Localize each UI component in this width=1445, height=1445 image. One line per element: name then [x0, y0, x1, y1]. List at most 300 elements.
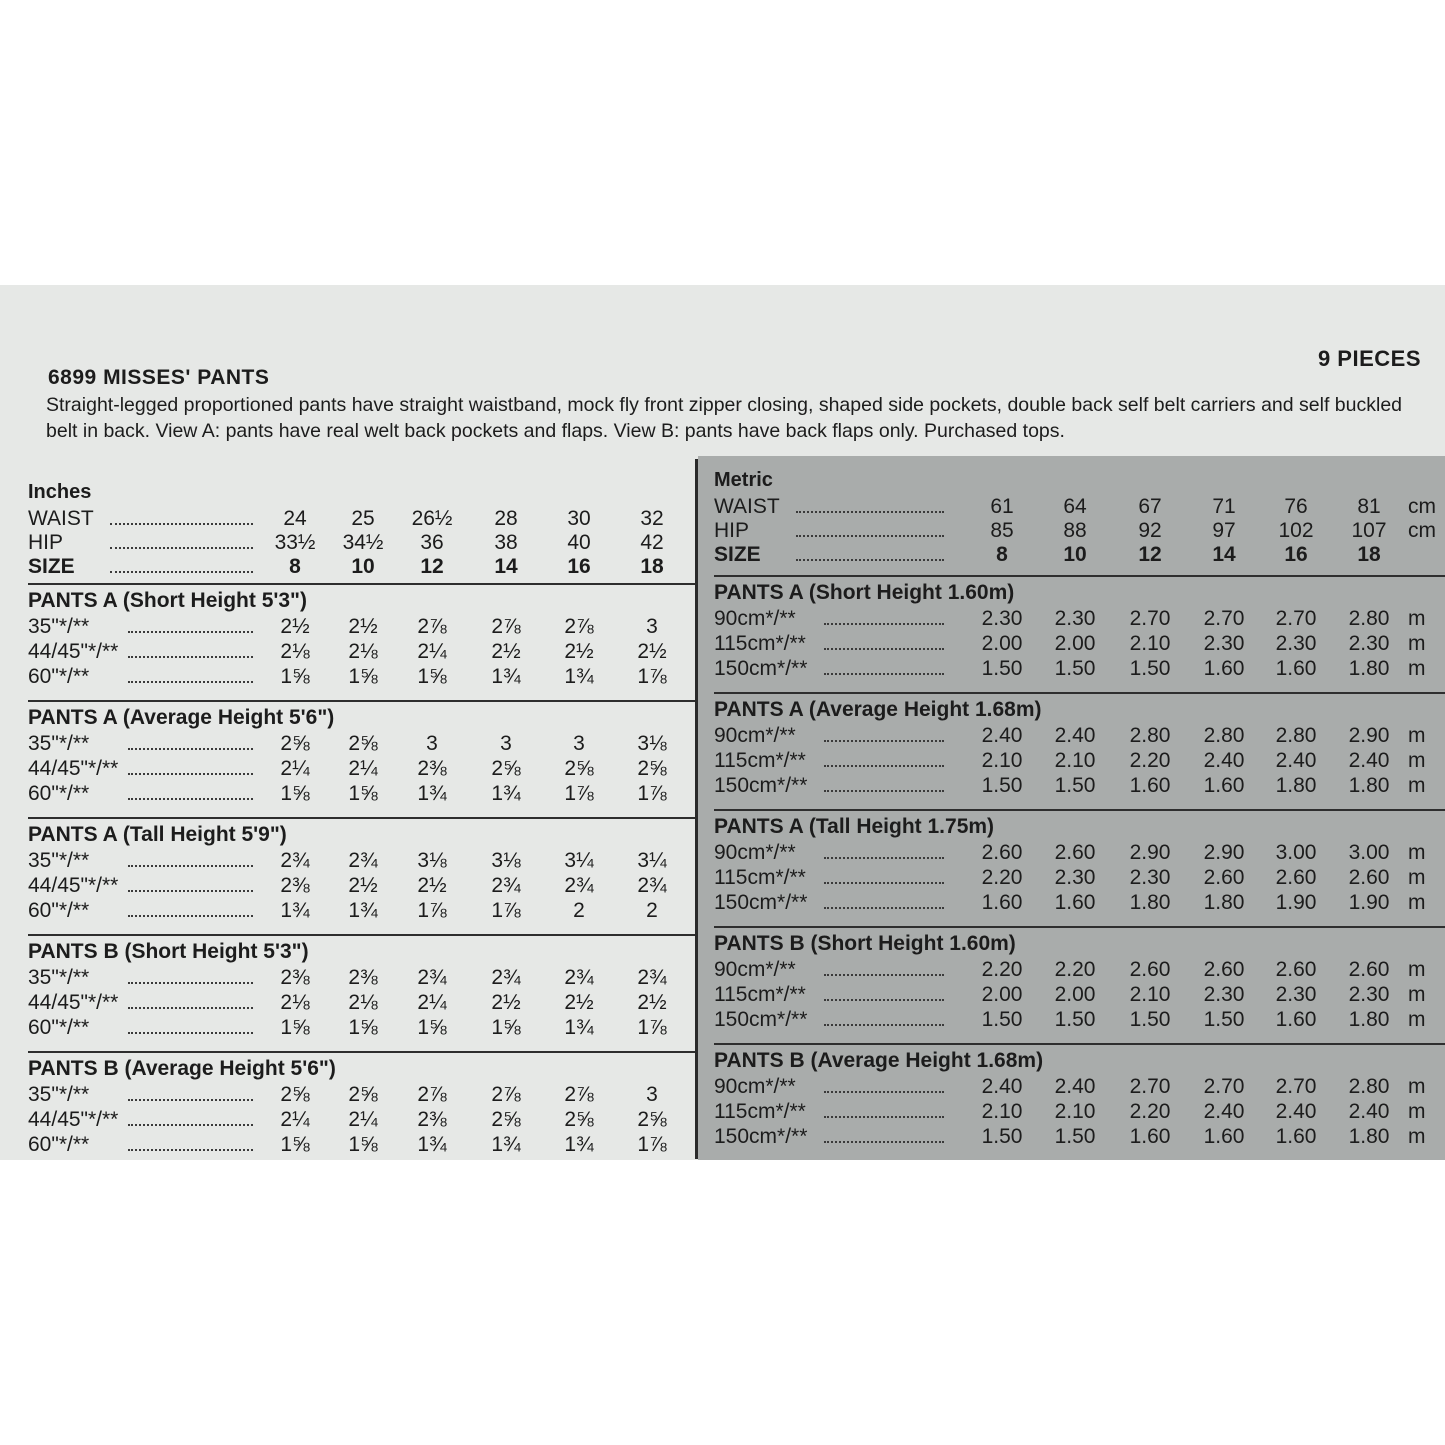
- cell-value: 2.30: [981, 607, 1023, 630]
- fabric-width-label: 115cm*/**: [714, 749, 806, 772]
- cell-value: 16: [567, 555, 591, 578]
- cell-value: 8: [289, 555, 301, 578]
- fabric-width-label: 90cm*/**: [714, 607, 796, 630]
- cell-value: 2¾: [564, 966, 594, 989]
- leader-dots: [796, 559, 944, 561]
- leader-dots: [128, 1007, 253, 1009]
- cell-value: 2⅜: [417, 1108, 447, 1131]
- cell-value: 1⅞: [637, 1133, 667, 1156]
- inches-heading: Inches: [28, 481, 92, 503]
- unit-label: m: [1408, 1075, 1426, 1098]
- cell-value: 2⅝: [564, 1108, 594, 1131]
- cell-value: 3⅛: [637, 732, 667, 755]
- section-rule: [28, 817, 695, 819]
- cell-value: 2½: [280, 615, 310, 638]
- leader-dots: [824, 974, 944, 976]
- row-label: SIZE: [714, 543, 761, 566]
- pattern-description: Straight-legged proportioned pants have straight waistband, mock fly front zipper closing, shaped side pockets, double back self belt carriers and self buckled belt in back. View A: pants have real welt back pockets and flaps. View B: pants have back flaps only. Purchased tops.: [46, 394, 1403, 442]
- cell-value: 92: [1138, 519, 1162, 542]
- cell-value: 2⅛: [348, 640, 378, 663]
- cell-value: 2.20: [1129, 1100, 1171, 1123]
- leader-dots: [110, 523, 253, 525]
- cell-value: 1⅝: [280, 782, 310, 805]
- cell-value: 2⅝: [348, 1083, 378, 1106]
- cell-value: 2.70: [1275, 1075, 1317, 1098]
- cell-value: 1.60: [1203, 1125, 1245, 1148]
- cell-value: 2.40: [1275, 1100, 1317, 1123]
- fabric-width-label: 60"*/**: [28, 1133, 90, 1156]
- leader-dots: [128, 798, 253, 800]
- fabric-width-label: 115cm*/**: [714, 983, 806, 1006]
- cell-value: 2.30: [1129, 866, 1171, 889]
- fabric-width-label: 90cm*/**: [714, 841, 796, 864]
- cell-value: 2⅛: [280, 640, 310, 663]
- cell-value: 2½: [637, 640, 667, 663]
- cell-value: 1.50: [981, 774, 1023, 797]
- leader-dots: [128, 1032, 253, 1034]
- leader-dots: [128, 982, 253, 984]
- cell-value: 2⅜: [280, 874, 310, 897]
- fabric-width-label: 44/45"*/**: [28, 1108, 119, 1131]
- fabric-width-label: 150cm*/**: [714, 1008, 808, 1031]
- leader-dots: [128, 1124, 253, 1126]
- section-title: PANTS B (Short Height 1.60m): [714, 932, 1016, 955]
- cell-value: 2.10: [981, 1100, 1023, 1123]
- cell-value: 2¼: [417, 640, 447, 663]
- fabric-width-label: 35"*/**: [28, 966, 90, 989]
- section-rule: [28, 934, 695, 936]
- leader-dots: [128, 865, 253, 867]
- cell-value: 2.30: [1348, 983, 1390, 1006]
- cell-value: 1.60: [1275, 657, 1317, 680]
- cell-value: 2⅜: [348, 966, 378, 989]
- unit-label: m: [1408, 657, 1426, 680]
- cell-value: 3.00: [1275, 841, 1317, 864]
- section-title: PANTS A (Short Height 1.60m): [714, 581, 1015, 604]
- cell-value: 1.80: [1348, 1125, 1390, 1148]
- fabric-width-label: 60"*/**: [28, 1016, 90, 1039]
- leader-dots: [128, 773, 253, 775]
- cell-value: 2.30: [1348, 632, 1390, 655]
- fabric-width-label: 150cm*/**: [714, 774, 808, 797]
- cell-value: 1⅝: [417, 665, 447, 688]
- cell-value: 2.30: [1275, 632, 1317, 655]
- cell-value: 2½: [564, 991, 594, 1014]
- cell-value: 3⅛: [491, 849, 521, 872]
- row-label: WAIST: [28, 507, 94, 530]
- leader-dots: [824, 1141, 944, 1143]
- cell-value: 2.10: [1129, 983, 1171, 1006]
- cell-value: 1¾: [564, 665, 594, 688]
- fabric-width-label: 115cm*/**: [714, 632, 806, 655]
- section-rule: [28, 1051, 695, 1053]
- section-rule: [28, 700, 695, 702]
- cell-value: 2.00: [981, 632, 1023, 655]
- cell-value: 1.90: [1275, 891, 1317, 914]
- cell-value: 2⅞: [417, 1083, 447, 1106]
- pattern-code: 6899: [48, 366, 97, 389]
- cell-value: 1.60: [1129, 774, 1171, 797]
- cell-value: 2⅜: [280, 966, 310, 989]
- leader-dots: [824, 1091, 944, 1093]
- cell-value: 2⅝: [637, 1108, 667, 1131]
- fabric-width-label: 90cm*/**: [714, 958, 796, 981]
- cell-value: 2.20: [1054, 958, 1096, 981]
- leader-dots: [110, 571, 253, 573]
- cell-value: 85: [990, 519, 1014, 542]
- cell-value: 2¾: [637, 874, 667, 897]
- unit-label: m: [1408, 1100, 1426, 1123]
- unit-label: m: [1408, 1008, 1426, 1031]
- cell-value: 3: [573, 732, 585, 755]
- section-title: PANTS B (Average Height 5'6"): [28, 1057, 336, 1080]
- leader-dots: [824, 1116, 944, 1118]
- cell-value: 2¼: [417, 991, 447, 1014]
- cell-value: 3.00: [1348, 841, 1390, 864]
- cell-value: 2⅜: [417, 757, 447, 780]
- cell-value: 2.60: [1275, 958, 1317, 981]
- unit-label: m: [1408, 841, 1426, 864]
- cell-value: 1⅝: [280, 665, 310, 688]
- cell-value: 1¾: [417, 782, 447, 805]
- cell-value: 2.80: [1348, 1075, 1390, 1098]
- cell-value: 88: [1063, 519, 1087, 542]
- cell-value: 1.50: [1054, 1008, 1096, 1031]
- cell-value: 1.50: [1203, 1008, 1245, 1031]
- cell-value: 1⅝: [348, 1016, 378, 1039]
- unit-label: m: [1408, 632, 1426, 655]
- cell-value: 2¾: [417, 966, 447, 989]
- cell-value: 2.40: [1203, 1100, 1245, 1123]
- unit-label: m: [1408, 866, 1426, 889]
- cell-value: 2.70: [1203, 1075, 1245, 1098]
- cell-value: 2⅞: [491, 1083, 521, 1106]
- cell-value: 1.60: [1054, 891, 1096, 914]
- section-rule: [714, 809, 1445, 811]
- cell-value: 1.50: [981, 1008, 1023, 1031]
- cell-value: 1.50: [981, 1125, 1023, 1148]
- cell-value: 2.60: [1203, 958, 1245, 981]
- fabric-width-label: 35"*/**: [28, 849, 90, 872]
- cell-value: 1.80: [1129, 891, 1171, 914]
- cell-value: 2.40: [1203, 749, 1245, 772]
- cell-value: 1⅞: [417, 899, 447, 922]
- leader-dots: [824, 790, 944, 792]
- cell-value: 18: [1357, 543, 1381, 566]
- cell-value: 2¼: [348, 1108, 378, 1131]
- cell-value: 1⅝: [280, 1016, 310, 1039]
- fabric-width-label: 44/45"*/**: [28, 757, 119, 780]
- section-rule: [714, 1043, 1445, 1045]
- fabric-width-label: 150cm*/**: [714, 657, 808, 680]
- cell-value: 10: [1063, 543, 1087, 566]
- leader-dots: [128, 631, 253, 633]
- section-title: PANTS B (Short Height 5'3"): [28, 940, 309, 963]
- cell-value: 28: [494, 507, 518, 530]
- cell-value: 2.40: [981, 1075, 1023, 1098]
- cell-value: 2.60: [1054, 841, 1096, 864]
- cell-value: 40: [567, 531, 591, 554]
- cell-value: 2.80: [1348, 607, 1390, 630]
- leader-dots: [128, 915, 253, 917]
- cell-value: 2.60: [1203, 866, 1245, 889]
- cell-value: 3: [500, 732, 512, 755]
- leader-dots: [128, 1149, 253, 1151]
- cell-value: 32: [640, 507, 664, 530]
- cell-value: 1⅝: [348, 1133, 378, 1156]
- cell-value: 2.30: [1054, 866, 1096, 889]
- section-rule: [714, 692, 1445, 694]
- cell-value: 2⅝: [280, 1083, 310, 1106]
- cell-value: 2.60: [1275, 866, 1317, 889]
- fabric-width-label: 115cm*/**: [714, 1100, 806, 1123]
- cell-value: 1.50: [1129, 657, 1171, 680]
- unit-label: m: [1408, 1125, 1426, 1148]
- cell-value: 2.30: [1054, 607, 1096, 630]
- leader-dots: [128, 1099, 253, 1101]
- cell-value: 1⅞: [637, 782, 667, 805]
- section-rule: [28, 583, 695, 585]
- cell-value: 2.30: [1275, 983, 1317, 1006]
- leader-dots: [824, 857, 944, 859]
- cell-value: 1⅝: [280, 1133, 310, 1156]
- cell-value: 2.90: [1129, 841, 1171, 864]
- leader-dots: [824, 740, 944, 742]
- leader-dots: [824, 623, 944, 625]
- cell-value: 1¾: [491, 1133, 521, 1156]
- leader-dots: [824, 907, 944, 909]
- cell-value: 2.10: [1054, 1100, 1096, 1123]
- cell-value: 1⅞: [564, 782, 594, 805]
- cell-value: 2⅝: [637, 757, 667, 780]
- fabric-width-label: 60"*/**: [28, 665, 90, 688]
- cell-value: 2½: [564, 640, 594, 663]
- cell-value: 2.70: [1129, 1075, 1171, 1098]
- cell-value: 1.80: [1275, 774, 1317, 797]
- cell-value: 1.80: [1203, 891, 1245, 914]
- cell-value: 1.60: [1203, 774, 1245, 797]
- cell-value: 10: [351, 555, 375, 578]
- leader-dots: [824, 882, 944, 884]
- cell-value: 1⅝: [348, 782, 378, 805]
- fabric-width-label: 90cm*/**: [714, 1075, 796, 1098]
- row-label: HIP: [28, 531, 64, 554]
- row-label: SIZE: [28, 555, 75, 578]
- section-title: PANTS A (Average Height 1.68m): [714, 698, 1042, 721]
- cell-value: 1¾: [491, 665, 521, 688]
- cell-value: 3: [646, 1083, 658, 1106]
- cell-value: 61: [990, 495, 1014, 518]
- cell-value: 67: [1138, 495, 1162, 518]
- cell-value: 38: [494, 531, 518, 554]
- cell-value: 2.60: [1348, 958, 1390, 981]
- cell-value: 2½: [417, 874, 447, 897]
- fabric-width-label: 90cm*/**: [714, 724, 796, 747]
- cell-value: 16: [1284, 543, 1308, 566]
- unit-label: m: [1408, 958, 1426, 981]
- section-title: PANTS A (Tall Height 1.75m): [714, 815, 995, 838]
- cell-value: 1⅞: [491, 899, 521, 922]
- fabric-width-label: 44/45"*/**: [28, 991, 119, 1014]
- cell-value: 2.60: [1348, 866, 1390, 889]
- cell-value: 2½: [348, 615, 378, 638]
- cell-value: 1.60: [981, 891, 1023, 914]
- cell-value: 2.90: [1348, 724, 1390, 747]
- leader-dots: [824, 673, 944, 675]
- unit-label: m: [1408, 607, 1426, 630]
- cell-value: 2.80: [1129, 724, 1171, 747]
- cell-value: 2.20: [981, 866, 1023, 889]
- cell-value: 2.40: [981, 724, 1023, 747]
- cell-value: 1.50: [1129, 1008, 1171, 1031]
- cell-value: 3: [646, 615, 658, 638]
- cell-value: 2½: [348, 874, 378, 897]
- cell-value: 2.60: [981, 841, 1023, 864]
- cell-value: 2.20: [1129, 749, 1171, 772]
- fabric-width-label: 150cm*/**: [714, 891, 808, 914]
- cell-value: 1¾: [491, 782, 521, 805]
- cell-value: 1¾: [348, 899, 378, 922]
- cell-value: 2.80: [1203, 724, 1245, 747]
- cell-value: 2: [646, 899, 658, 922]
- cell-value: 2.40: [1054, 724, 1096, 747]
- cell-value: 2⅞: [564, 1083, 594, 1106]
- cell-value: 1⅝: [417, 1016, 447, 1039]
- cell-value: 1.80: [1348, 1008, 1390, 1031]
- cell-value: 2⅝: [348, 732, 378, 755]
- row-label: WAIST: [714, 495, 780, 518]
- leader-dots: [796, 511, 944, 513]
- cell-value: 34½: [342, 531, 384, 554]
- cell-value: 2¾: [280, 849, 310, 872]
- cell-value: 2¼: [348, 757, 378, 780]
- cell-value: 1.60: [1129, 1125, 1171, 1148]
- cell-value: 3¼: [564, 849, 594, 872]
- cell-value: 2.40: [1275, 749, 1317, 772]
- cell-value: 1⅞: [637, 1016, 667, 1039]
- cell-value: 2⅝: [564, 757, 594, 780]
- fabric-width-label: 150cm*/**: [714, 1125, 808, 1148]
- cell-value: 2.40: [1348, 749, 1390, 772]
- leader-dots: [128, 681, 253, 683]
- section-rule: [714, 575, 1445, 577]
- pieces-count: 9 PIECES: [1317, 346, 1421, 371]
- cell-value: 12: [1138, 543, 1162, 566]
- section-rule: [714, 926, 1445, 928]
- cell-value: 12: [420, 555, 444, 578]
- unit-label: m: [1408, 891, 1426, 914]
- cell-value: 1.60: [1275, 1125, 1317, 1148]
- cell-value: 1.80: [1348, 657, 1390, 680]
- metric-heading: Metric: [714, 469, 773, 491]
- cell-value: 2: [573, 899, 585, 922]
- cell-value: 1¾: [564, 1016, 594, 1039]
- cell-value: 2¾: [637, 966, 667, 989]
- pattern-envelope-photo: [0, 285, 1445, 1160]
- cell-value: 2¾: [564, 874, 594, 897]
- leader-dots: [128, 748, 253, 750]
- cell-value: 2¼: [280, 757, 310, 780]
- fabric-width-label: 115cm*/**: [714, 866, 806, 889]
- cell-value: 2.10: [1129, 632, 1171, 655]
- cell-value: 14: [1212, 543, 1236, 566]
- fabric-width-label: 35"*/**: [28, 615, 90, 638]
- cell-value: 2⅛: [348, 991, 378, 1014]
- cell-value: 2.20: [981, 958, 1023, 981]
- leader-dots: [824, 648, 944, 650]
- fabric-width-label: 44/45"*/**: [28, 640, 119, 663]
- cell-value: 2⅝: [491, 1108, 521, 1131]
- leader-dots: [824, 999, 944, 1001]
- cell-value: 26½: [411, 507, 453, 530]
- cell-value: 3: [426, 732, 438, 755]
- cell-value: 2.10: [981, 749, 1023, 772]
- cell-value: 76: [1284, 495, 1308, 518]
- cell-value: 2.10: [1054, 749, 1096, 772]
- cell-value: 2¾: [491, 874, 521, 897]
- cell-value: 97: [1212, 519, 1236, 542]
- cell-value: 3⅛: [417, 849, 447, 872]
- cell-value: 24: [283, 507, 307, 530]
- cell-value: 1.50: [981, 657, 1023, 680]
- cell-value: 64: [1063, 495, 1087, 518]
- cell-value: 18: [640, 555, 664, 578]
- unit-label: cm: [1408, 495, 1436, 518]
- cell-value: 2¾: [348, 849, 378, 872]
- cell-value: 2.30: [1203, 983, 1245, 1006]
- cell-value: 1.50: [1054, 657, 1096, 680]
- cell-value: 2¼: [280, 1108, 310, 1131]
- cell-value: 2.80: [1275, 724, 1317, 747]
- unit-label: m: [1408, 983, 1426, 1006]
- cell-value: 3¼: [637, 849, 667, 872]
- leader-dots: [796, 535, 944, 537]
- cell-value: 2.00: [1054, 632, 1096, 655]
- section-title: PANTS A (Short Height 5'3"): [28, 589, 308, 612]
- cell-value: 1.90: [1348, 891, 1390, 914]
- cell-value: 2½: [637, 991, 667, 1014]
- cell-value: 81: [1357, 495, 1381, 518]
- cell-value: 1¾: [280, 899, 310, 922]
- cell-value: 2⅛: [280, 991, 310, 1014]
- leader-dots: [824, 765, 944, 767]
- cell-value: 2⅞: [491, 615, 521, 638]
- unit-label: m: [1408, 774, 1426, 797]
- pattern-title-line: [48, 366, 269, 390]
- cell-value: 14: [494, 555, 518, 578]
- cell-value: 2.70: [1203, 607, 1245, 630]
- section-title: PANTS A (Average Height 5'6"): [28, 706, 335, 729]
- cell-value: 2.70: [1129, 607, 1171, 630]
- cell-value: 2.90: [1203, 841, 1245, 864]
- cell-value: 25: [351, 507, 375, 530]
- cell-value: 2.70: [1275, 607, 1317, 630]
- cell-value: 2.30: [1203, 632, 1245, 655]
- cell-value: 2⅞: [564, 615, 594, 638]
- cell-value: 1.80: [1348, 774, 1390, 797]
- leader-dots: [110, 547, 253, 549]
- cell-value: 2.00: [1054, 983, 1096, 1006]
- fabric-width-label: 60"*/**: [28, 899, 90, 922]
- unit-label: m: [1408, 724, 1426, 747]
- leader-dots: [128, 890, 253, 892]
- cell-value: 2.40: [1348, 1100, 1390, 1123]
- cell-value: 1.60: [1203, 657, 1245, 680]
- leader-dots: [824, 1024, 944, 1026]
- cell-value: 30: [567, 507, 591, 530]
- row-label: HIP: [714, 519, 750, 542]
- cell-value: 2.40: [1054, 1075, 1096, 1098]
